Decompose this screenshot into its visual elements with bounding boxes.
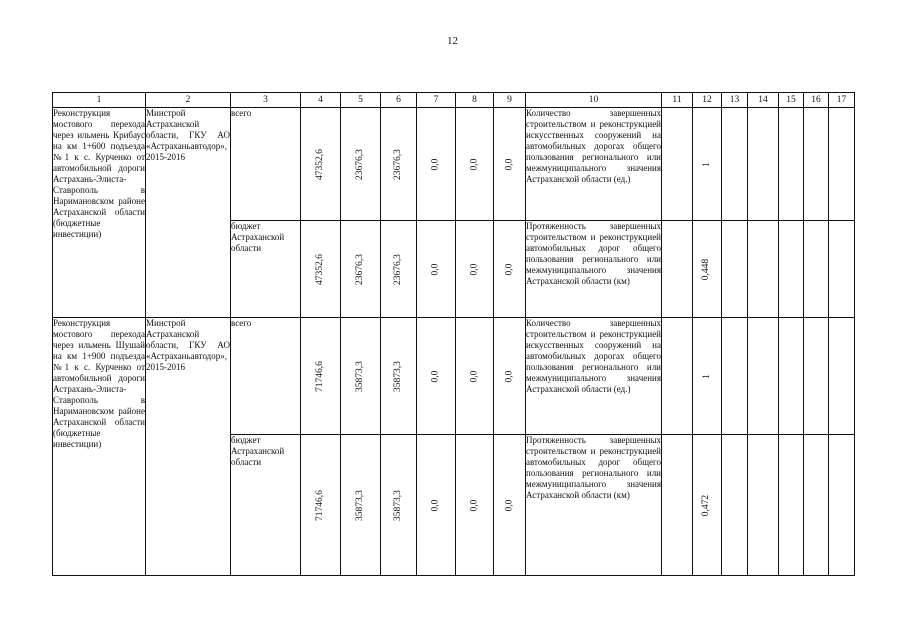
column-header: 9 <box>494 93 526 108</box>
empty-cell <box>748 221 779 318</box>
column-header: 7 <box>417 93 456 108</box>
page-number: 12 <box>447 35 458 47</box>
empty-cell <box>722 318 748 435</box>
empty-cell <box>804 108 829 221</box>
funding-source: бюджет Астраханской области <box>231 221 301 318</box>
value-cell: 0,472 <box>693 435 722 576</box>
column-header: 3 <box>231 93 301 108</box>
value-cell: 23676,3 <box>341 108 381 221</box>
column-header: 12 <box>693 93 722 108</box>
column-header: 15 <box>779 93 804 108</box>
empty-cell <box>779 108 804 221</box>
value-cell: 0,0 <box>417 108 456 221</box>
value-cell: 23676,3 <box>341 221 381 318</box>
column-header: 17 <box>829 93 855 108</box>
value-cell: 47352,6 <box>301 108 341 221</box>
empty-cell <box>662 318 693 435</box>
indicator-cell: Количество завершенных строительством и реконструкцией искусственных сооружений на автомобильных дорогах общего пользования регионального или межмуниципального значения Астраханской области (ед.) <box>526 318 662 435</box>
value-cell: 0,0 <box>494 318 526 435</box>
value-cell: 35873,3 <box>381 435 417 576</box>
empty-cell <box>829 435 855 576</box>
column-header: 11 <box>662 93 693 108</box>
column-header: 16 <box>804 93 829 108</box>
value-cell: 0,0 <box>494 221 526 318</box>
empty-cell <box>748 318 779 435</box>
value-cell: 1 <box>693 108 722 221</box>
value-cell: 0,0 <box>417 221 456 318</box>
column-header: 2 <box>146 93 231 108</box>
value-cell: 0,0 <box>494 108 526 221</box>
value-cell: 0,0 <box>456 435 494 576</box>
column-header: 1 <box>53 93 146 108</box>
value-cell: 0,0 <box>417 435 456 576</box>
empty-cell <box>748 108 779 221</box>
empty-cell <box>722 108 748 221</box>
value-cell: 71746,6 <box>301 318 341 435</box>
empty-cell <box>779 221 804 318</box>
empty-cell <box>662 221 693 318</box>
column-header: 6 <box>381 93 417 108</box>
value-cell: 0,0 <box>494 435 526 576</box>
funding-source: всего <box>231 318 301 435</box>
value-cell: 47352,6 <box>301 221 341 318</box>
object-name: Реконструкция мостового перехода через ильмень Шушай на км 1+900 подъезда №1 к с. Курченко от автомобильной дороги Астрахань-Элиста-Ставрополь в Наримановском районе Астраханской области (бюджетные инвестиции) <box>53 318 146 576</box>
empty-cell <box>829 221 855 318</box>
value-cell: 0,0 <box>456 221 494 318</box>
empty-cell <box>804 435 829 576</box>
value-cell: 0,0 <box>456 318 494 435</box>
executor-cell: Минстрой Астраханской области, ГКУ АО «Астраханьавтодор», 2015-2016 <box>146 108 231 318</box>
value-cell: 1 <box>693 318 722 435</box>
column-header: 8 <box>456 93 494 108</box>
value-cell: 0,448 <box>693 221 722 318</box>
value-cell: 35873,3 <box>341 435 381 576</box>
header-row <box>53 93 855 108</box>
column-header: 4 <box>301 93 341 108</box>
funding-source: бюджет Астраханской области <box>231 435 301 576</box>
empty-cell <box>804 221 829 318</box>
value-cell: 71746,6 <box>301 435 341 576</box>
program-table <box>52 92 855 576</box>
column-header: 5 <box>341 93 381 108</box>
value-cell: 23676,3 <box>381 108 417 221</box>
indicator-cell: Протяженность завершенных строительством и реконструкцией автомобильных дорог общего пользования регионального или межмуниципального значения Астраханской области (км) <box>526 221 662 318</box>
value-cell: 0,0 <box>456 108 494 221</box>
object-name: Реконструкция мостового перехода через ильмень Крибаус на км 1+600 подъезда №1 к с. Курченко от автомобильной дороги Астрахань-Элиста-Ставрополь в Наримановском районе Астраханской области (бюджетные инвестиции) <box>53 108 146 318</box>
value-cell: 0,0 <box>417 318 456 435</box>
value-cell: 23676,3 <box>381 221 417 318</box>
indicator-cell: Количество завершенных строительством и реконструкцией искусственных сооружений на автомобильных дорогах общего пользования регионального или межмуниципального значения Астраханской области (ед.) <box>526 108 662 221</box>
funding-source: всего <box>231 108 301 221</box>
empty-cell <box>722 221 748 318</box>
table-row <box>53 108 855 221</box>
column-header: 10 <box>526 93 662 108</box>
executor-cell: Минстрой Астраханской области, ГКУ АО «Астраханьавтодор», 2015-2016 <box>146 318 231 576</box>
value-cell: 35873,3 <box>381 318 417 435</box>
empty-cell <box>804 318 829 435</box>
empty-cell <box>829 318 855 435</box>
empty-cell <box>829 108 855 221</box>
empty-cell <box>779 435 804 576</box>
empty-cell <box>662 108 693 221</box>
empty-cell <box>662 435 693 576</box>
empty-cell <box>748 435 779 576</box>
column-header: 13 <box>722 93 748 108</box>
indicator-cell: Протяженность завершенных строительством и реконструкцией автомобильных дорог общего пользования регионального или межмуниципального значения Астраханской области (км) <box>526 435 662 576</box>
empty-cell <box>722 435 748 576</box>
value-cell: 35873,3 <box>341 318 381 435</box>
table-row <box>53 318 855 435</box>
empty-cell <box>779 318 804 435</box>
column-header: 14 <box>748 93 779 108</box>
